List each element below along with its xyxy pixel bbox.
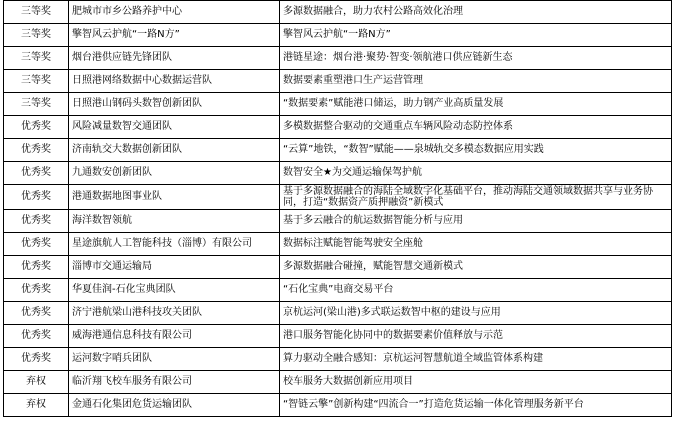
- project-cell: 多源数据融合碰撞，赋能智慧交通新模式: [280, 256, 672, 279]
- project-cell: 算力驱动全融合感知：京杭运河智慧航道全域监管体系构建: [280, 348, 672, 371]
- table-row: [4, 371, 672, 394]
- organization-cell: 威海港通信息科技有限公司: [69, 325, 280, 348]
- organization-cell: 烟台港供应链先锋团队: [69, 47, 280, 70]
- organization-cell: 海洋数智领航: [69, 210, 280, 233]
- award-cell: 优秀奖: [4, 162, 69, 185]
- project-cell: 港链星途：烟台港·聚势·智变·领航港口供应链新生态: [280, 47, 672, 70]
- award-cell: 优秀奖: [4, 325, 69, 348]
- project-cell: 京杭运河(梁山港)多式联运数智中枢的建设与应用: [280, 302, 672, 325]
- table-row: [4, 233, 672, 256]
- table-row: [4, 325, 672, 348]
- organization-cell: 擎智风云护航“一路N方”: [69, 24, 280, 47]
- project-cell: 数智安全★为交通运输保驾护航: [280, 162, 672, 185]
- project-cell: 擎智风云护航“一路N方”: [280, 24, 672, 47]
- project-cell: “智链云擎”创新构建“四流合一”打造危货运输一体化管理服务新平台: [280, 394, 672, 417]
- table-row: [4, 302, 672, 325]
- award-cell: 三等奖: [4, 47, 69, 70]
- project-cell: 基于多云融合的航运数据智能分析与应用: [280, 210, 672, 233]
- project-cell: 基于多源数据融合的海陆全域数字化基础平台，推动海陆交通领域数据共享与业务协同，打造“数据资产质押融资”新模式: [280, 185, 672, 210]
- organization-cell: 日照港网络数据中心数据运营队: [69, 70, 280, 93]
- organization-cell: 九通数安创新团队: [69, 162, 280, 185]
- project-cell: 港口服务智能化协同中的数据要素价值释放与示范: [280, 325, 672, 348]
- table-row: [4, 279, 672, 302]
- award-cell: 三等奖: [4, 1, 69, 24]
- table-row: [4, 256, 672, 279]
- award-cell: 优秀奖: [4, 185, 69, 210]
- table-row: [4, 47, 672, 70]
- award-cell: 弃权: [4, 394, 69, 417]
- project-cell: “石化宝典”电商交易平台: [280, 279, 672, 302]
- organization-cell: 济南轨交大数据创新团队: [69, 139, 280, 162]
- table-row: [4, 348, 672, 371]
- organization-cell: 济宁港航梁山港科技攻关团队: [69, 302, 280, 325]
- organization-cell: 淄博市交通运输局: [69, 256, 280, 279]
- award-results-table: [3, 0, 672, 417]
- organization-cell: 肥城市市乡公路养护中心: [69, 1, 280, 24]
- table-row: [4, 116, 672, 139]
- award-cell: 优秀奖: [4, 139, 69, 162]
- project-cell: “云算”地铁，“数智”赋能——泉城轨交多模态数据应用实践: [280, 139, 672, 162]
- award-cell: 优秀奖: [4, 279, 69, 302]
- table-row: [4, 24, 672, 47]
- award-cell: 优秀奖: [4, 233, 69, 256]
- table-row: [4, 162, 672, 185]
- organization-cell: 风险减量数智交通团队: [69, 116, 280, 139]
- award-cell: 三等奖: [4, 93, 69, 116]
- organization-cell: 运河数字哨兵团队: [69, 348, 280, 371]
- table-row: [4, 93, 672, 116]
- table-row: [4, 1, 672, 24]
- award-cell: 优秀奖: [4, 302, 69, 325]
- organization-cell: 金通石化集团危货运输团队: [69, 394, 280, 417]
- award-cell: 优秀奖: [4, 256, 69, 279]
- award-cell: 优秀奖: [4, 348, 69, 371]
- project-cell: 多模数据整合驱动的交通重点车辆风险动态防控体系: [280, 116, 672, 139]
- organization-cell: 华夏佳润-石化宝典团队: [69, 279, 280, 302]
- award-cell: 弃权: [4, 371, 69, 394]
- project-cell: 数据标注赋能智能驾驶安全座舱: [280, 233, 672, 256]
- award-cell: 三等奖: [4, 70, 69, 93]
- table-row: [4, 139, 672, 162]
- table-row: [4, 394, 672, 417]
- table-row: [4, 185, 672, 210]
- project-cell: 多源数据融合，助力农村公路高效化治理: [280, 1, 672, 24]
- organization-cell: 星途旗航人工智能科技（淄博）有限公司: [69, 233, 280, 256]
- organization-cell: 港通数据地图事业队: [69, 185, 280, 210]
- award-cell: 三等奖: [4, 24, 69, 47]
- award-cell: 优秀奖: [4, 210, 69, 233]
- award-cell: 优秀奖: [4, 116, 69, 139]
- organization-cell: 临沂翔飞校车服务有限公司: [69, 371, 280, 394]
- table-row: [4, 210, 672, 233]
- project-cell: 校车服务大数据创新应用项目: [280, 371, 672, 394]
- organization-cell: 日照港山钢码头数智创新团队: [69, 93, 280, 116]
- table-row: [4, 70, 672, 93]
- project-cell: 数据要素重塑港口生产运营管理: [280, 70, 672, 93]
- project-cell: “数据要素”赋能港口储运，助力钢产业高质量发展: [280, 93, 672, 116]
